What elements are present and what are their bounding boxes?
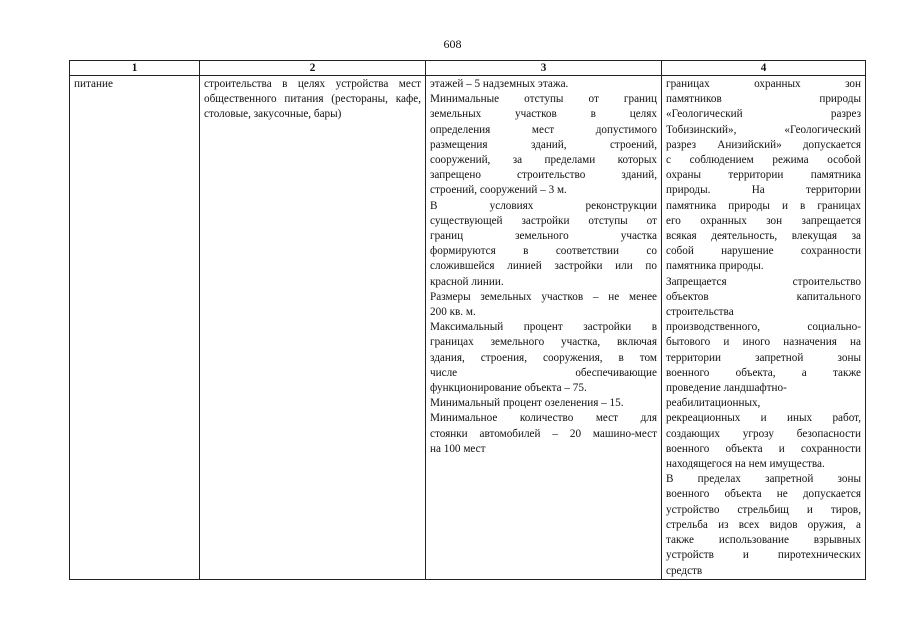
text-line: 200 кв. м.: [430, 306, 476, 319]
text-line: определения мест допустимого: [430, 123, 657, 136]
header-col-4: 4: [662, 61, 866, 76]
header-col-1: 1: [70, 61, 200, 76]
text-line: устройств и пиротехнических: [666, 549, 861, 562]
cell-use-description: строительства в целях устройства мест общественного питания (рестораны, кафе, столовые, закусочные, бары): [200, 76, 426, 580]
text-line: проведение ландшафтно-: [666, 382, 787, 395]
text-line: находящегося на нем имущества.: [666, 458, 825, 471]
text-line: стрельба из всех видов оружия, а: [666, 518, 861, 531]
text-line: строений, сооружений – 3 м.: [430, 184, 567, 197]
text-line: В пределах запретной зоны: [666, 473, 861, 486]
text-line: разрез Анизийский» допускается: [666, 138, 861, 151]
text-line: создающих угрозу безопасности: [666, 427, 861, 440]
text-line: этажей – 5 надземных этажа.: [430, 78, 569, 90]
text-line: военного объекта, а также: [666, 366, 861, 379]
text-line: объектов капитального: [666, 290, 861, 303]
text-line: на 100 мест: [430, 442, 486, 455]
text-line: охраны территории памятника: [666, 169, 861, 182]
text-line: собой нарушение сохранности: [666, 245, 861, 258]
text-line: природы. На территории: [666, 184, 861, 197]
text-line: границ земельного участка: [430, 230, 657, 243]
text-line: красной линии.: [430, 275, 504, 288]
text-line: Минимальное количество мест для: [430, 412, 657, 425]
page-number: 608: [443, 37, 462, 51]
text-line: производственного, социально-: [666, 321, 861, 334]
text-line: функционирование объекта – 75.: [430, 382, 587, 395]
text-line: сооружений, за пределами которых: [430, 154, 657, 167]
text-line: формируются в соответствии со: [430, 245, 657, 258]
text-line: запрещено строительство зданий,: [430, 169, 657, 182]
table-header-row: [70, 61, 866, 76]
header-col-2: 2: [200, 61, 426, 76]
text-line: границах охранных зон: [666, 78, 861, 90]
text-line: строительства: [666, 306, 734, 319]
text-line: существующей застройки отступы от: [430, 214, 657, 227]
text-line: с соблюдением режима особой: [666, 154, 861, 167]
text-line: средств: [666, 564, 703, 577]
cell-restrictions: [662, 76, 866, 580]
text-line: памятника природы и в границах: [666, 199, 861, 212]
text-line: военного объекта не допускается: [666, 488, 861, 501]
text-line: рекреационных и иных работ,: [666, 412, 861, 425]
text-line: В условиях реконструкции: [430, 199, 657, 212]
text-line: Запрещается строительство: [666, 275, 861, 288]
text-line: Тобизинский», «Геологический: [666, 123, 861, 136]
text-line: числе обеспечивающие: [430, 366, 657, 379]
text-line: здания, строения, сооружения, в том: [430, 351, 657, 364]
text-line: памятников природы: [666, 93, 861, 106]
table-row: [70, 76, 866, 580]
text-line: размещения зданий, строений,: [430, 138, 657, 151]
text-line: «Геологический разрез: [666, 108, 861, 121]
header-col-3: 3: [426, 61, 662, 76]
regulations-table: [69, 60, 866, 580]
text-line: территории запретной зоны: [666, 351, 861, 364]
text-line: Минимальный процент озеленения – 15.: [430, 397, 624, 410]
text-line: военного объекта и сохранности: [666, 442, 861, 455]
text-line: земельных участков в целях: [430, 108, 657, 121]
text-line: Минимальные отступы от границ: [430, 93, 657, 106]
text-line: его охранных зон запрещается: [666, 214, 861, 227]
text-line: Размеры земельных участков – не менее: [430, 290, 657, 303]
text-line: памятника природы.: [666, 260, 764, 273]
text-line: всякая деятельность, влекущая за: [666, 230, 861, 243]
text-line: сложившейся линией застройки или по: [430, 260, 657, 273]
text-line: бытового и иного назначения на: [666, 336, 861, 349]
text-line: Максимальный процент застройки в: [430, 321, 657, 334]
cell-parameters: [426, 76, 662, 580]
text-line: границах земельного участка, включая: [430, 336, 657, 349]
cell-use-name: питание: [70, 76, 200, 580]
text-line: также использование взрывных: [666, 534, 861, 547]
text-line: устройство стрельбищ и тиров,: [666, 503, 861, 516]
text-line: стоянки автомобилей – 20 машино-мест: [430, 427, 657, 440]
text-line: реабилитационных,: [666, 397, 761, 410]
